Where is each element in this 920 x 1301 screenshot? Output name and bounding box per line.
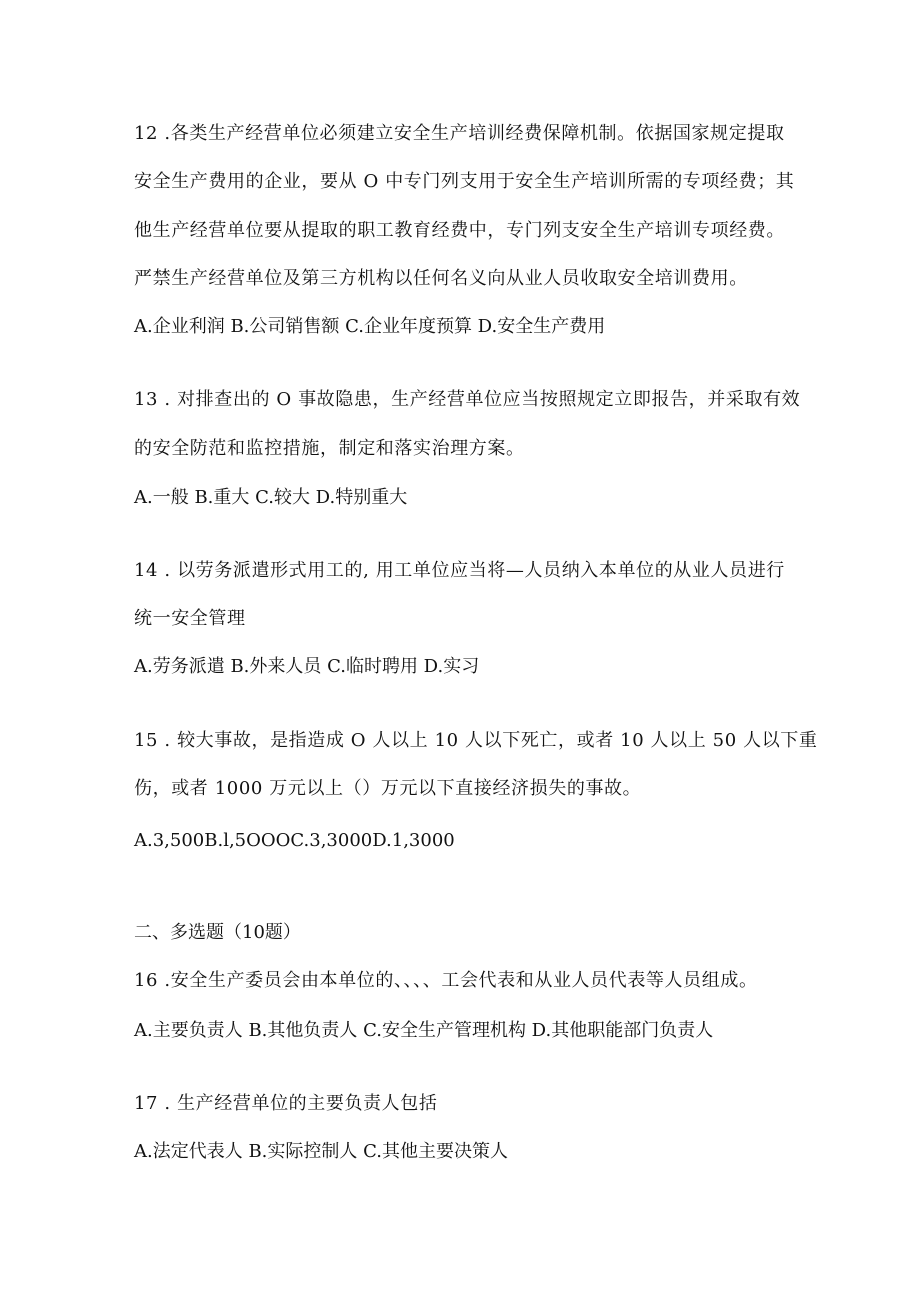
question-12-line-2: 安全生产费用的企业，要从 O 中专门列支用于安全生产培训所需的专项经费；其 bbox=[134, 171, 795, 192]
question-15-line-1: 15 . 较大事故，是指造成 O 人以上 10 人以下死亡，或者 10 人以上 50 人以下重 bbox=[134, 730, 818, 751]
question-13-line-2: 的安全防范和监控措施，制定和落实治理方案。 bbox=[134, 438, 525, 459]
question-16-line-1: 16 .安全生产委员会由本单位的、、、、工会代表和从业人员代表等人员组成。 bbox=[134, 970, 758, 991]
question-14-line-1: 14 . 以劳务派遣形式用工的, 用工单位应当将—人员纳入本单位的从业人员进行 bbox=[134, 560, 785, 581]
question-12-line-1: 12 .各类生产经营单位必须建立安全生产培训经费保障机制。依据国家规定提取 bbox=[134, 123, 785, 144]
question-16-options: A.主要负责人 B.其他负责人 C.安全生产管理机构 D.其他职能部门负责人 bbox=[134, 1020, 714, 1041]
question-15-options: A.3,500B.l,5OOOC.3,3000D.1,3000 bbox=[134, 830, 455, 851]
question-13-line-1: 13 . 对排查出的 O 事故隐患，生产经营单位应当按照规定立即报告，并采取有效 bbox=[134, 389, 801, 410]
question-17-line-1: 17 . 生产经营单位的主要负责人包括 bbox=[134, 1093, 438, 1114]
question-14-options: A.劳务派遣 B.外来人员 C.临时聘用 D.实习 bbox=[134, 656, 480, 677]
question-17-options: A.法定代表人 B.实际控制人 C.其他主要决策人 bbox=[134, 1141, 508, 1162]
question-12-options: A.企业利润 B.公司销售额 C.企业年度预算 D.安全生产费用 bbox=[134, 316, 606, 337]
question-14-line-2: 统一安全管理 bbox=[134, 608, 246, 629]
question-12-line-3: 他生产经营单位要从提取的职工教育经费中，专门列支安全生产培训专项经费。 bbox=[134, 220, 785, 241]
question-12-line-4: 严禁生产经营单位及第三方机构以任何名义向从业人员收取安全培训费用。 bbox=[134, 268, 748, 289]
question-13-options: A.一般 B.重大 C.较大 D.特别重大 bbox=[134, 487, 408, 508]
question-15-line-2: 伤，或者 1000 万元以上（）万元以下直接经济损失的事故。 bbox=[134, 778, 642, 799]
section-heading: 二、多选题（10题） bbox=[134, 922, 301, 943]
